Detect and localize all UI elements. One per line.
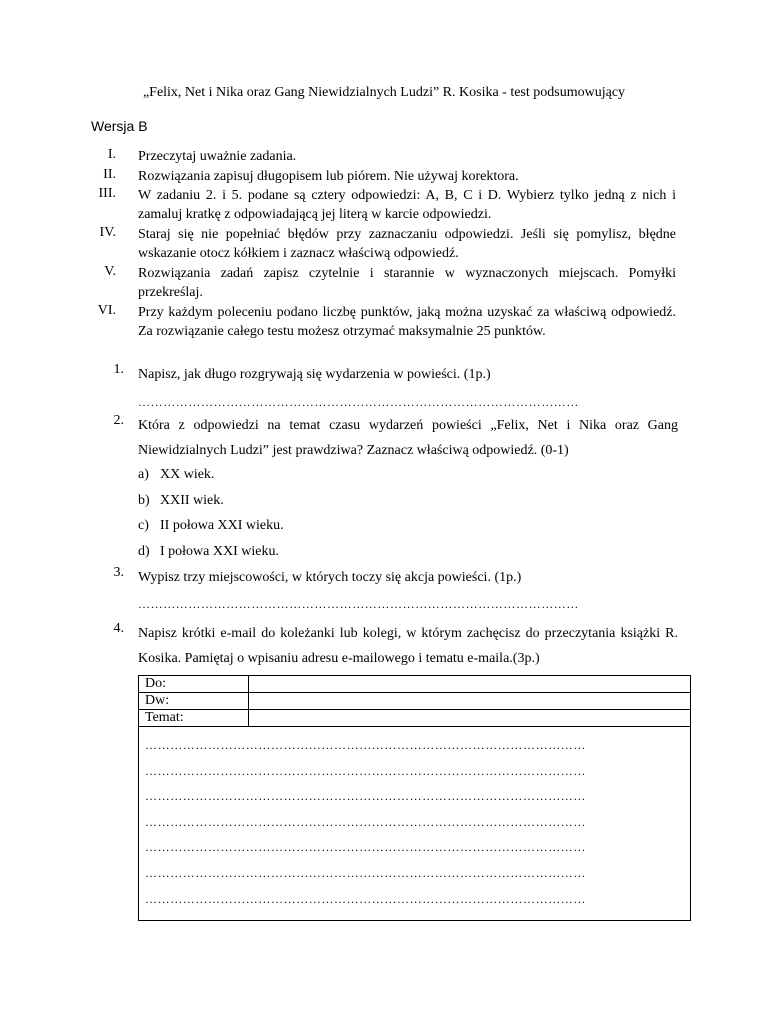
question-number: 4.	[113, 621, 124, 636]
option-text: I połowa XXI wieku.	[160, 544, 279, 559]
question-text: Która z odpowiedzi na temat czasu wydarzeń powieści „Felix, Net i Nika oraz Gang Niewidzialnych Ludzi” jest prawdziwa? Zaznacz właściwą odpowiedź. (0-1)	[138, 418, 678, 458]
answer-line[interactable]: ……………………………………………………………………………………………	[138, 395, 579, 409]
option-text: XXII wiek.	[160, 493, 224, 508]
question-text: Napisz, jak długo rozgrywają się wydarzenia w powieści. (1p.)	[138, 367, 491, 382]
rule-number: V.	[104, 264, 116, 279]
email-form	[138, 675, 691, 921]
rule-number: VI.	[97, 303, 116, 318]
rule-number: III.	[98, 186, 116, 201]
email-body-line: ……………………………………………………………………………………………	[145, 865, 586, 880]
option-letter: d)	[138, 544, 150, 559]
option-letter: c)	[138, 518, 149, 533]
subject-field[interactable]	[249, 710, 691, 727]
email-body[interactable]	[139, 727, 691, 921]
question-text: Wypisz trzy miejscowości, w których toczy się akcja powieści. (1p.)	[138, 570, 522, 585]
rule-text: Staraj się nie popełniać błędów przy zaznaczaniu odpowiedzi. Jeśli się pomylisz, błędne wskazanie otocz kółkiem i zaznacz właściwą odpowiedź.	[138, 227, 676, 261]
rule-number: IV.	[99, 225, 116, 240]
subject-label: Temat:	[139, 710, 249, 727]
option-a[interactable]	[138, 467, 214, 483]
email-body-line: ……………………………………………………………………………………………	[145, 814, 586, 829]
email-body-line: ……………………………………………………………………………………………	[145, 763, 586, 778]
rule-number: II.	[103, 167, 116, 182]
rule-text: Przeczytaj uważnie zadania.	[138, 149, 297, 164]
question-number: 1.	[113, 362, 124, 377]
option-letter: a)	[138, 467, 149, 482]
option-c[interactable]	[138, 518, 284, 534]
option-letter: b)	[138, 493, 150, 508]
email-body-line: ……………………………………………………………………………………………	[145, 789, 586, 804]
question-text: Napisz krótki e-mail do koleżanki lub kolegi, w którym zachęcisz do przeczytania książki R. Kosika. Pamiętaj o wpisaniu adresu e-mailowego i tematu e-maila.(3p.)	[138, 626, 678, 666]
page-title: „Felix, Net i Nika oraz Gang Niewidzialnych Ludzi” R. Kosika - test podsumowujący	[142, 85, 626, 100]
rule-text: Rozwiązania zadań zapisz czytelnie i starannie w wyznaczonych miejscach. Pomyłki przekreślaj.	[138, 266, 676, 300]
cc-field[interactable]	[249, 693, 691, 710]
question-number: 2.	[113, 413, 124, 428]
email-body-line: ……………………………………………………………………………………………	[145, 840, 586, 855]
version-label: Wersja B	[91, 118, 148, 134]
question-number: 3.	[113, 565, 124, 580]
option-d[interactable]	[138, 544, 279, 560]
rule-text: Przy każdym poleceniu podano liczbę punktów, jaką można uzyskać za właściwą odpowiedź. Za rozwiązanie całego testu możesz otrzymać maksymalnie 25 punktów.	[138, 305, 676, 339]
to-field[interactable]	[249, 676, 691, 693]
option-text: II połowa XXI wieku.	[160, 518, 284, 533]
email-body-line: ……………………………………………………………………………………………	[145, 891, 586, 906]
rule-text: Rozwiązania zapisuj długopisem lub piórem. Nie używaj korektora.	[138, 169, 519, 184]
option-text: XX wiek.	[160, 467, 215, 482]
email-body-line: ……………………………………………………………………………………………	[145, 738, 586, 752]
to-label: Do:	[139, 676, 249, 693]
option-b[interactable]	[138, 493, 224, 509]
answer-line[interactable]: ……………………………………………………………………………………………	[138, 597, 579, 611]
cc-label: Dw:	[139, 693, 249, 710]
rule-text: W zadaniu 2. i 5. podane są cztery odpowiedzi: A, B, C i D. Wybierz tylko jedną z nich i zamaluj kratkę z odpowiadającą jej literą w karcie odpowiedzi.	[138, 188, 676, 222]
rule-number: I.	[107, 147, 116, 162]
